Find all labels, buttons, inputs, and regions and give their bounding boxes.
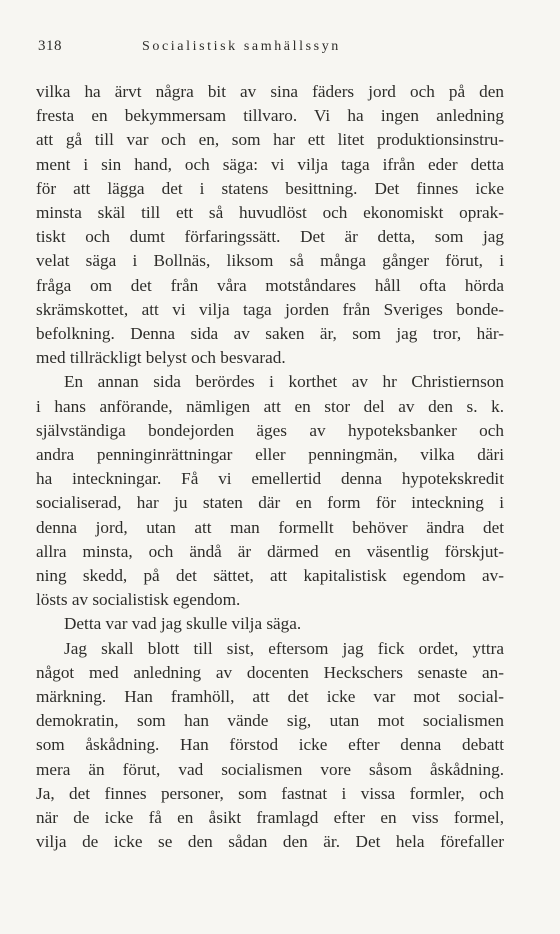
text-line: vilja de icke se den sådan den är. Det hela förefaller	[36, 832, 504, 852]
text-line: Detta var vad jag skulle vilja säga.	[64, 614, 302, 634]
text-line: denna jord, utan att man formellt behöver ändra det	[36, 517, 504, 537]
text-line: för att lägga det i statens besittning. Det finnes icke	[36, 178, 504, 198]
text-line: märkning. Han framhöll, att det icke var mot social-	[36, 687, 504, 707]
text-line: ha inteckningar. Få vi emellertid denna hypotekskredit	[36, 469, 504, 489]
text-line: Ja, det finnes personer, som fastnat i vissa formler, och	[36, 783, 504, 803]
text-line: minsta skäl till ett så huvudlöst och ekonomiskt oprak-	[36, 203, 504, 223]
body-text	[36, 80, 504, 855]
text-line: skrämskottet, att vi vilja taga jorden från Sveriges bonde-	[36, 299, 504, 319]
text-line: som åskådning. Han förstod icke efter denna debatt	[36, 735, 504, 755]
page-number: 318	[38, 38, 62, 54]
page-header	[38, 38, 500, 62]
text-line: något med anledning av docenten Heckschers senaste an-	[36, 662, 504, 682]
text-line: ment i sin hand, och säga: vi vilja taga ifrån eder detta	[36, 154, 504, 174]
text-line: fresta en bekymmersam tillvaro. Vi ha ingen anledning	[36, 106, 504, 126]
text-line: En annan sida berördes i korthet av hr Christiernson	[64, 372, 504, 392]
text-line: att gå till var och en, som har ett litet produktionsinstru-	[36, 130, 504, 150]
text-line: Jag skall blott till sist, eftersom jag fick ordet, yttra	[64, 638, 504, 658]
text-line: demokratin, som han vände sig, utan mot socialismen	[36, 711, 504, 731]
text-line: befolkning. Denna sida av saken är, som jag tror, här-	[36, 324, 504, 344]
text-line: socialiserad, har ju staten där en form för inteckning i	[36, 493, 504, 513]
text-line: när de icke få en åsikt framlagd efter en viss formel,	[36, 808, 504, 828]
text-line: velat säga i Bollnäs, liksom så många gånger förut, i	[36, 251, 504, 271]
running-head: Socialistisk samhällssyn	[142, 39, 341, 54]
text-line: andra penninginrättningar eller penningmän, vilka däri	[36, 445, 504, 465]
text-line: med tillräckligt belyst och besvarad.	[36, 348, 286, 368]
text-line: vilka ha ärvt några bit av sina fäders jord och på den	[36, 82, 504, 101]
text-line: i hans anförande, nämligen att en stor del av den s. k.	[36, 396, 504, 416]
text-line: fråga om det från våra motståndares håll ofta hörda	[36, 275, 504, 295]
text-line: ning skedd, på det sättet, att kapitalistisk egendom av-	[36, 566, 504, 586]
text-line: tiskt och dumt förfaringssätt. Det är detta, som jag	[36, 227, 504, 247]
text-line: lösts av socialistisk egendom.	[36, 590, 241, 610]
text-line: självständiga bondejorden äges av hypoteksbanker och	[36, 420, 504, 440]
text-line: mera än förut, vad socialismen vore såsom åskådning.	[36, 759, 504, 779]
text-line: allra minsta, och ändå är därmed en väsentlig förskjut-	[36, 541, 504, 561]
